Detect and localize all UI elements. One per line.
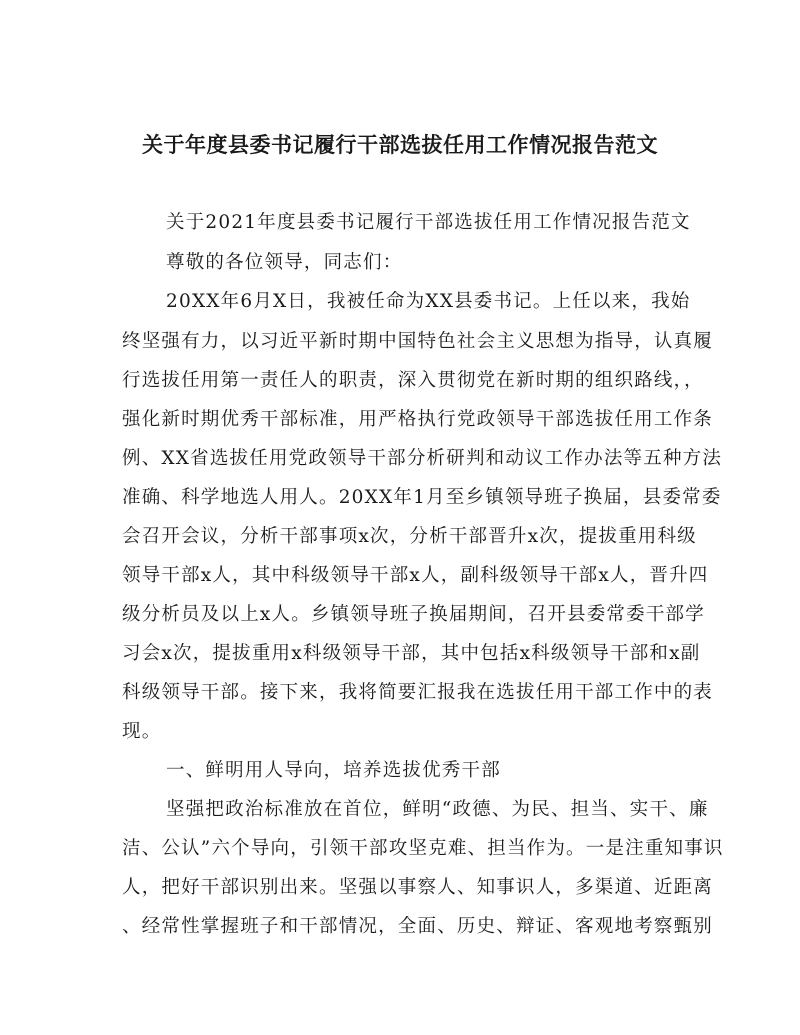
- paragraph-line: 领导干部x人，其中科级领导干部x人，副科级领导干部x人，晋升四: [122, 565, 709, 586]
- paragraph-line: 人，把好干部识别出来。坚强以事察人、知事识人，多渠道、近距离: [122, 877, 714, 898]
- paragraph-line: 例、XX省选拔任用党政领导干部分析研判和动议工作办法等五种方法: [122, 448, 723, 469]
- paragraph-line: 级分析员及以上x人。乡镇领导班子换届期间，召开县委常委干部学: [122, 604, 705, 625]
- paragraph-line: 科级领导干部。接下来，我将简要汇报我在选拔任用干部工作中的表: [122, 682, 714, 703]
- paragraph-line: 、经常性掌握班子和干部情况，全面、历史、辩证、客观地考察甄别: [122, 916, 714, 937]
- paragraph-line: 洁、公认”六个导向，引领干部攻坚克难、担当作为。一是注重知事识: [122, 838, 724, 859]
- paragraph-line: 行选拔任用第一责任人的职责，深入贯彻党在新时期的组织路线，，: [122, 370, 704, 391]
- paragraph-line: 终坚强有力，以习近平新时期中国特色社会主义思想为指导，认真履: [122, 331, 714, 352]
- paragraph-line: 坚强把政治标准放在首位，鲜明“政德、为民、担当、实干、廉: [166, 799, 709, 820]
- paragraph-line: 现。: [122, 721, 162, 742]
- paragraph-line: 强化新时期优秀干部标准，用严格执行党政领导干部选拔任用工作条: [122, 409, 714, 430]
- section-heading: 一、鲜明用人导向，培养选拔优秀干部: [166, 760, 501, 781]
- greeting-line: 尊敬的各位领导，同志们：: [166, 252, 403, 273]
- paragraph-line: 习会x次，提拔重用x科级领导干部，其中包括x科级领导干部和x副: [122, 643, 701, 664]
- paragraph-line: 会召开会议，分析干部事项x次，分析干部晋升x次，提拔重用科级: [122, 526, 697, 547]
- paragraph-line: 20XX年6月X日，我被任命为XX县委书记。上任以来，我始: [166, 291, 691, 312]
- document-title: 关于年度县委书记履行干部选拔任用工作情况报告范文: [142, 133, 658, 157]
- paragraph-line: 准确、科学地选人用人。20XX年1月至乡镇领导班子换届，县委常委: [122, 487, 722, 508]
- document-subtitle: 关于2021年度县委书记履行干部选拔任用工作情况报告范文: [166, 212, 691, 233]
